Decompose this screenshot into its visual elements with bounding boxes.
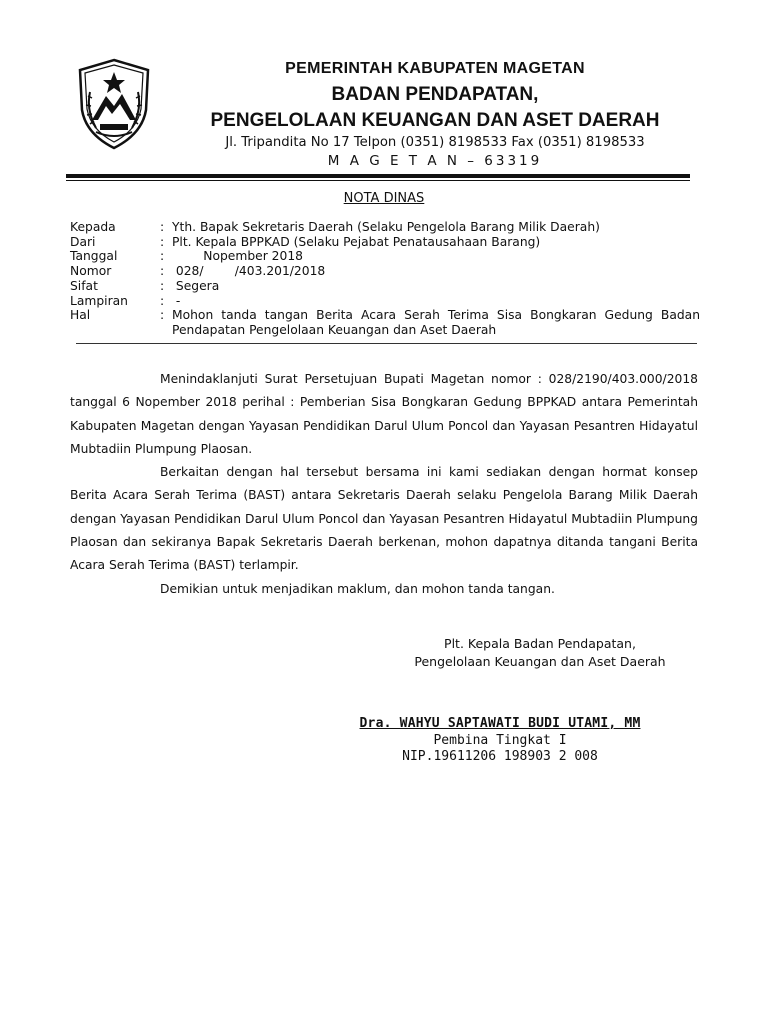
field-separator: : bbox=[160, 308, 165, 323]
field-label: Tanggal bbox=[70, 249, 118, 264]
letterhead-divider-thin bbox=[66, 180, 690, 181]
field-separator: : bbox=[160, 264, 165, 279]
field-separator: : bbox=[160, 220, 165, 234]
letterhead-divider-thick bbox=[66, 174, 690, 178]
field-separator: : bbox=[160, 278, 165, 293]
letterhead-agency-line2: PENGELOLAAN KEUANGAN DAN ASET DAERAH bbox=[210, 110, 660, 131]
signatory-position-line1: Plt. Kepala Badan Pendapatan, bbox=[444, 636, 636, 651]
field-label: Dari bbox=[70, 234, 96, 249]
letterhead-government: PEMERINTAH KABUPATEN MAGETAN bbox=[285, 60, 585, 77]
header-divider bbox=[76, 343, 697, 344]
field-label: Nomor bbox=[70, 264, 112, 279]
field-value: Mohon tanda tangan Berita Acara Serah Terima Sisa Bongkaran Gedung Badan Pendapatan Pengelolaan Keuangan dan Aset Daerah bbox=[172, 308, 700, 337]
signatory-name: Dra. WAHYU SAPTAWATI BUDI UTAMI, MM bbox=[359, 716, 641, 731]
field-separator: : bbox=[160, 249, 165, 264]
signatory-nip: NIP.19611206 198903 2 008 bbox=[402, 749, 598, 764]
field-value: Yth. Bapak Sekretaris Daerah (Selaku Pengelola Barang Milik Daerah) bbox=[172, 220, 600, 234]
memo-body bbox=[70, 368, 698, 601]
field-row-sifat bbox=[70, 279, 700, 294]
field-row-kepada bbox=[70, 220, 700, 235]
field-row-lampiran bbox=[70, 294, 700, 309]
field-row-tanggal bbox=[70, 249, 700, 264]
field-row-hal bbox=[70, 308, 700, 337]
field-value: 028/ /403.201/2018 bbox=[172, 264, 326, 279]
field-label: Sifat bbox=[70, 278, 98, 293]
memo-header-fields bbox=[70, 220, 700, 338]
field-label: Hal bbox=[70, 308, 91, 323]
document-title: NOTA DINAS bbox=[343, 191, 425, 206]
field-separator: : bbox=[160, 293, 165, 308]
field-label: Kepada bbox=[70, 220, 116, 234]
letterhead-city: M A G E T A N – 63319 bbox=[327, 153, 543, 169]
field-row-nomor bbox=[70, 264, 700, 279]
field-separator: : bbox=[160, 234, 165, 249]
letterhead-address: Jl. Tripandita No 17 Telpon (0351) 8198533 Fax (0351) 8198533 bbox=[225, 135, 645, 150]
field-row-dari bbox=[70, 235, 700, 250]
field-value: Plt. Kepala BPPKAD (Selaku Pejabat Penatausahaan Barang) bbox=[172, 234, 541, 249]
signatory-position-line2: Pengelolaan Keuangan dan Aset Daerah bbox=[414, 654, 666, 669]
field-value: - bbox=[172, 293, 181, 308]
body-paragraph-2: Berkaitan dengan hal tersebut bersama ini kami sediakan dengan hormat konsep Berita Acara Serah Terima (BAST) antara Sekretaris Daerah selaku Pengelola Barang Milik Daerah dengan Yayasan Pendidikan Darul Ulum Poncol dan Yayasan Pesantren Hidayatul Mubtadiin Plumpung Plaosan dan sekiranya Bapak Sekretaris Daerah berkenan, mohon dapatnya ditanda tangani Berita Acara Serah Terima (BAST) terlampir. bbox=[70, 465, 698, 573]
signatory-rank: Pembina Tingkat I bbox=[433, 733, 567, 748]
kabupaten-magetan-crest-icon bbox=[76, 58, 152, 150]
field-value: Nopember 2018 bbox=[172, 249, 303, 264]
body-paragraph-1: Menindaklanjuti Surat Persetujuan Bupati Magetan nomor : 028/2190/403.000/2018 tanggal 6 Nopember 2018 perihal : Pemberian Sisa Bongkaran Gedung BPPKAD antara Pemerintah Kabupaten Magetan dengan Yayasan Pendidikan Darul Ulum Poncol dan Yayasan Pesantren Hidayatul Mubtadiin Plumpung Plaosan. bbox=[70, 372, 698, 456]
body-paragraph-3: Demikian untuk menjadikan maklum, dan mohon tanda tangan. bbox=[160, 581, 555, 596]
letterhead-agency-line1: BADAN PENDAPATAN, bbox=[331, 84, 539, 105]
field-label: Lampiran bbox=[70, 293, 128, 308]
field-value: Segera bbox=[172, 278, 220, 293]
